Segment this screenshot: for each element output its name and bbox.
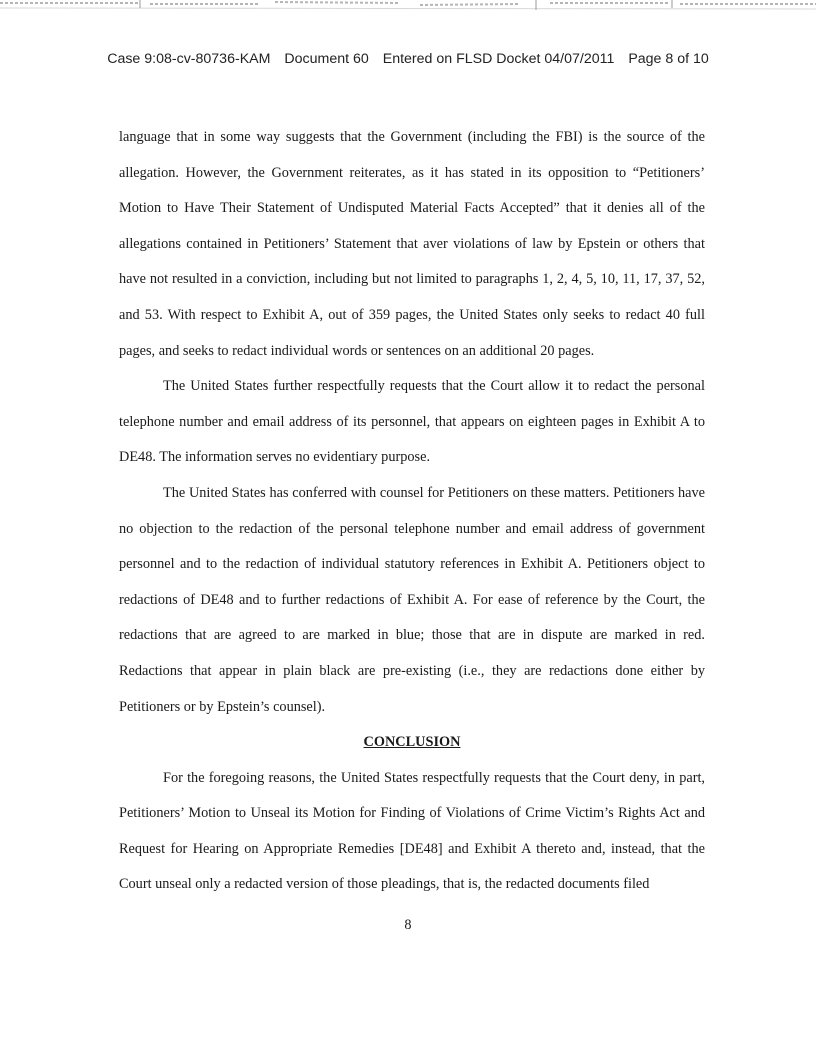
scan-edge-artifact — [0, 0, 816, 12]
paragraph-personal-info-redaction: The United States further respectfully requests that the Court allow it to redact the personal telephone number and email address of its personnel, that appears on eighteen pages in Exhibit A to DE48. The information serves no evidentiary purpose. — [119, 378, 705, 466]
page-count: Page 8 of 10 — [628, 51, 709, 67]
case-number: Case 9:08-cv-80736-KAM — [107, 51, 271, 67]
case-header — [0, 51, 816, 67]
page-number: 8 — [404, 917, 412, 933]
paragraph-conclusion: For the foregoing reasons, the United States respectfully requests that the Court deny, in part, Petitioners’ Motion to Unseal its Motion for Finding of Violations of Crime Victim’s Rights Act and Request for Hearing on Appropriate Remedies [DE48] and Exhibit A thereto and, instead, that the Court unseal only a redacted version of those pleadings, that is, the redacted documents filed — [119, 769, 705, 893]
paragraph-conferral: The United States has conferred with counsel for Petitioners on these matters. Petitioners have no objection to the redaction of the personal telephone number and email address of government personnel and to the redaction of individual statutory references in Exhibit A. Petitioners object to redactions of DE48 and to further redactions of Exhibit A. For ease of reference by the Court, the redactions that are agreed to are marked in blue; those that are in dispute are marked in red. Redactions that appear in plain black are pre-existing (i.e., they are redactions done either by Petitioners or by Epstein’s counsel). — [119, 484, 705, 715]
paragraph-continued: language that in some way suggests that the Government (including the FBI) is the source of the allegation. However, the Government reiterates, as it has stated in its opposition to “Petitioners’ Motion to Have Their Statement of Undisputed Material Facts Accepted” that it denies all of the allegations contained in Petitioners’ Statement that aver violations of law by Epstein or others that have not resulted in a conviction, including but not limited to paragraphs 1, 2, 4, 5, 10, 11, 17, 37, 52, and 53. With respect to Exhibit A, out of 359 pages, the United States only seeks to redact 40 full pages, and seeks to redact individual words or sentences on an additional 20 pages. — [119, 129, 705, 359]
conclusion-heading: CONCLUSION — [363, 734, 461, 751]
document-number: Document 60 — [284, 51, 369, 67]
document-body — [119, 120, 705, 903]
docket-entry: Entered on FLSD Docket 04/07/2011 — [382, 51, 615, 67]
